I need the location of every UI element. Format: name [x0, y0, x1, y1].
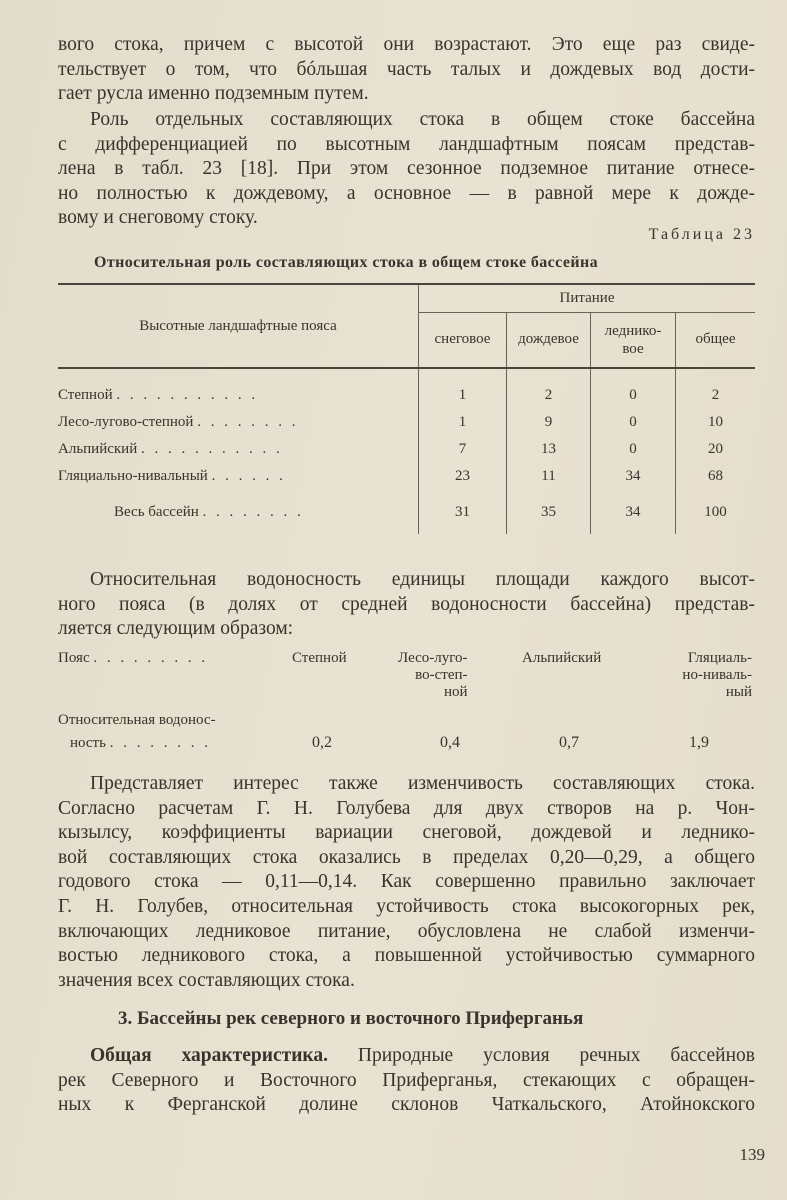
value: 0,2 — [312, 734, 332, 751]
leader-dots: . . . . . . . . . . . — [141, 441, 283, 457]
cell: 2 — [711, 387, 720, 403]
cell: 1 — [419, 382, 507, 409]
page-number: 139 — [739, 1145, 765, 1164]
text-line: ляется следующим образом: — [58, 618, 294, 640]
cell: 1 — [419, 409, 507, 436]
cell: 0 — [591, 382, 676, 409]
text-line: годового стока — 0,11—0,14. Как совершенно правильно заключает — [58, 871, 755, 893]
leader-dots: . . . . . . . . — [109, 735, 211, 751]
header-col: общее — [695, 331, 736, 348]
text-line: ного пояса (в долях от средней водоносности бассейна) представ- — [58, 593, 755, 615]
header-group: Питание — [419, 284, 756, 312]
text-line: но полностью к дождевому, а основное — в равной мере к дожде- — [58, 182, 755, 204]
cell: 10 — [708, 414, 723, 430]
leader-dots: . . . . . . — [211, 468, 286, 484]
value: 0,7 — [559, 734, 579, 751]
table-title: Относительная роль составляющих стока в общем стоке бассейна — [94, 254, 598, 271]
paragraph-4 — [58, 772, 755, 993]
text-line: значения всех составляющих стока. — [58, 969, 355, 991]
cell: 68 — [708, 468, 723, 484]
cell: 34 — [591, 463, 676, 490]
text-line: Относительная водоносность единицы площади каждого высот- — [90, 569, 755, 590]
table-row — [58, 382, 755, 409]
belt-col: Степной — [292, 650, 347, 666]
leader-dots: . . . . . . . . — [197, 414, 299, 430]
cell: 11 — [507, 463, 591, 490]
text-line: рек Северного и Восточного Приферганья, стекающих с обращен- — [58, 1069, 755, 1091]
belt-col: Альпийский — [522, 650, 602, 666]
text-line: ных к Ферганской долине склонов Чаткальского, Атойнокского — [58, 1094, 755, 1116]
header-col: дождевое — [507, 312, 591, 368]
cell: 0 — [591, 409, 676, 436]
text-line: Согласно расчетам Г. Н. Голубева для двух створов на р. Чон- — [58, 797, 755, 819]
table-row-total — [58, 490, 755, 534]
cell: 13 — [507, 436, 591, 463]
cell: 31 — [419, 490, 507, 534]
run-in-heading: Общая характеристика. — [90, 1045, 328, 1066]
text-line: Представляет интерес также изменчивость составляющих стока. — [90, 773, 755, 794]
text-line: включающих ледниковое питание, обусловлена не слабой изменчи- — [58, 920, 755, 942]
table-row — [58, 436, 755, 463]
text-line: вого стока, причем с высотой они возрастают. Это еще раз свиде- — [58, 34, 755, 55]
header-col: снеговое — [419, 312, 507, 368]
leader-dots: . . . . . . . . . — [93, 650, 209, 666]
text-line: Природные условия речных бассейнов — [357, 1045, 755, 1066]
paragraph-1 — [58, 33, 755, 107]
row-label: Альпийский — [58, 441, 138, 457]
row-label: Гляциально-нивальный — [58, 468, 208, 484]
cell: 35 — [507, 490, 591, 534]
text-line: кызылсу, коэффициенты вариации снеговой, дождевой и леднико- — [58, 822, 755, 844]
paragraph-5 — [58, 1044, 755, 1118]
text-line: с дифференциацией по высотным ландшафтным поясам представ- — [58, 133, 755, 155]
table-23 — [58, 283, 755, 534]
text-line: востью ледникового стока, а повышенной устойчивостью суммарного — [58, 945, 755, 967]
row-label: Весь бассейн — [114, 503, 199, 520]
text-line: тельствует о том, что бóльшая часть талых и дождевых вод дости- — [58, 58, 755, 80]
belt-label: Пояс — [58, 650, 90, 666]
header-col: леднико- вое — [591, 312, 676, 368]
cell: 0 — [591, 436, 676, 463]
row-label: Лесо-лугово-степной — [58, 414, 194, 430]
cell: 7 — [419, 436, 507, 463]
section-heading: 3. Бассейны рек северного и восточного Приферганья — [118, 1008, 584, 1029]
text-line: лена в табл. 23 [18]. При этом сезонное подземное питание отнесе- — [58, 158, 755, 180]
table-row — [58, 409, 755, 436]
text-line: вой составляющих стока оказались в пределах 0,20—0,29, а общего — [58, 846, 755, 868]
row-label: Относительная водонос- — [58, 712, 216, 728]
table-caption: Таблица 23 — [648, 226, 755, 243]
cell: 34 — [591, 490, 676, 534]
row-label: ность — [70, 735, 106, 751]
header-belts: Высотные ландшафтные пояса — [58, 284, 419, 368]
cell: 100 — [704, 503, 727, 520]
paragraph-2 — [58, 108, 755, 231]
leader-dots: . . . . . . . . — [202, 503, 304, 520]
text-line: Г. Н. Голубев, относительная устойчивость стока высокогорных рек, — [58, 895, 755, 917]
belt-col: Лесо-луго- во-степ- ной — [398, 650, 468, 700]
value: 1,9 — [689, 734, 709, 751]
text-line: гает русла именно подземным путем. — [58, 83, 369, 105]
cell: 2 — [507, 382, 591, 409]
leader-dots: . . . . . . . . . . . — [116, 387, 259, 403]
text-line: Роль отдельных составляющих стока в общем стоке бассейна — [90, 109, 755, 130]
paragraph-3 — [58, 568, 755, 642]
cell: 9 — [507, 409, 591, 436]
belt-col: Гляциаль- но-ниваль- ный — [682, 650, 752, 700]
row-label: Степной — [58, 387, 113, 403]
text-line: вому и снеговому стоку. — [58, 207, 258, 229]
cell: 23 — [419, 463, 507, 490]
table-row — [58, 463, 755, 490]
value: 0,4 — [440, 734, 460, 751]
cell: 20 — [708, 441, 723, 457]
